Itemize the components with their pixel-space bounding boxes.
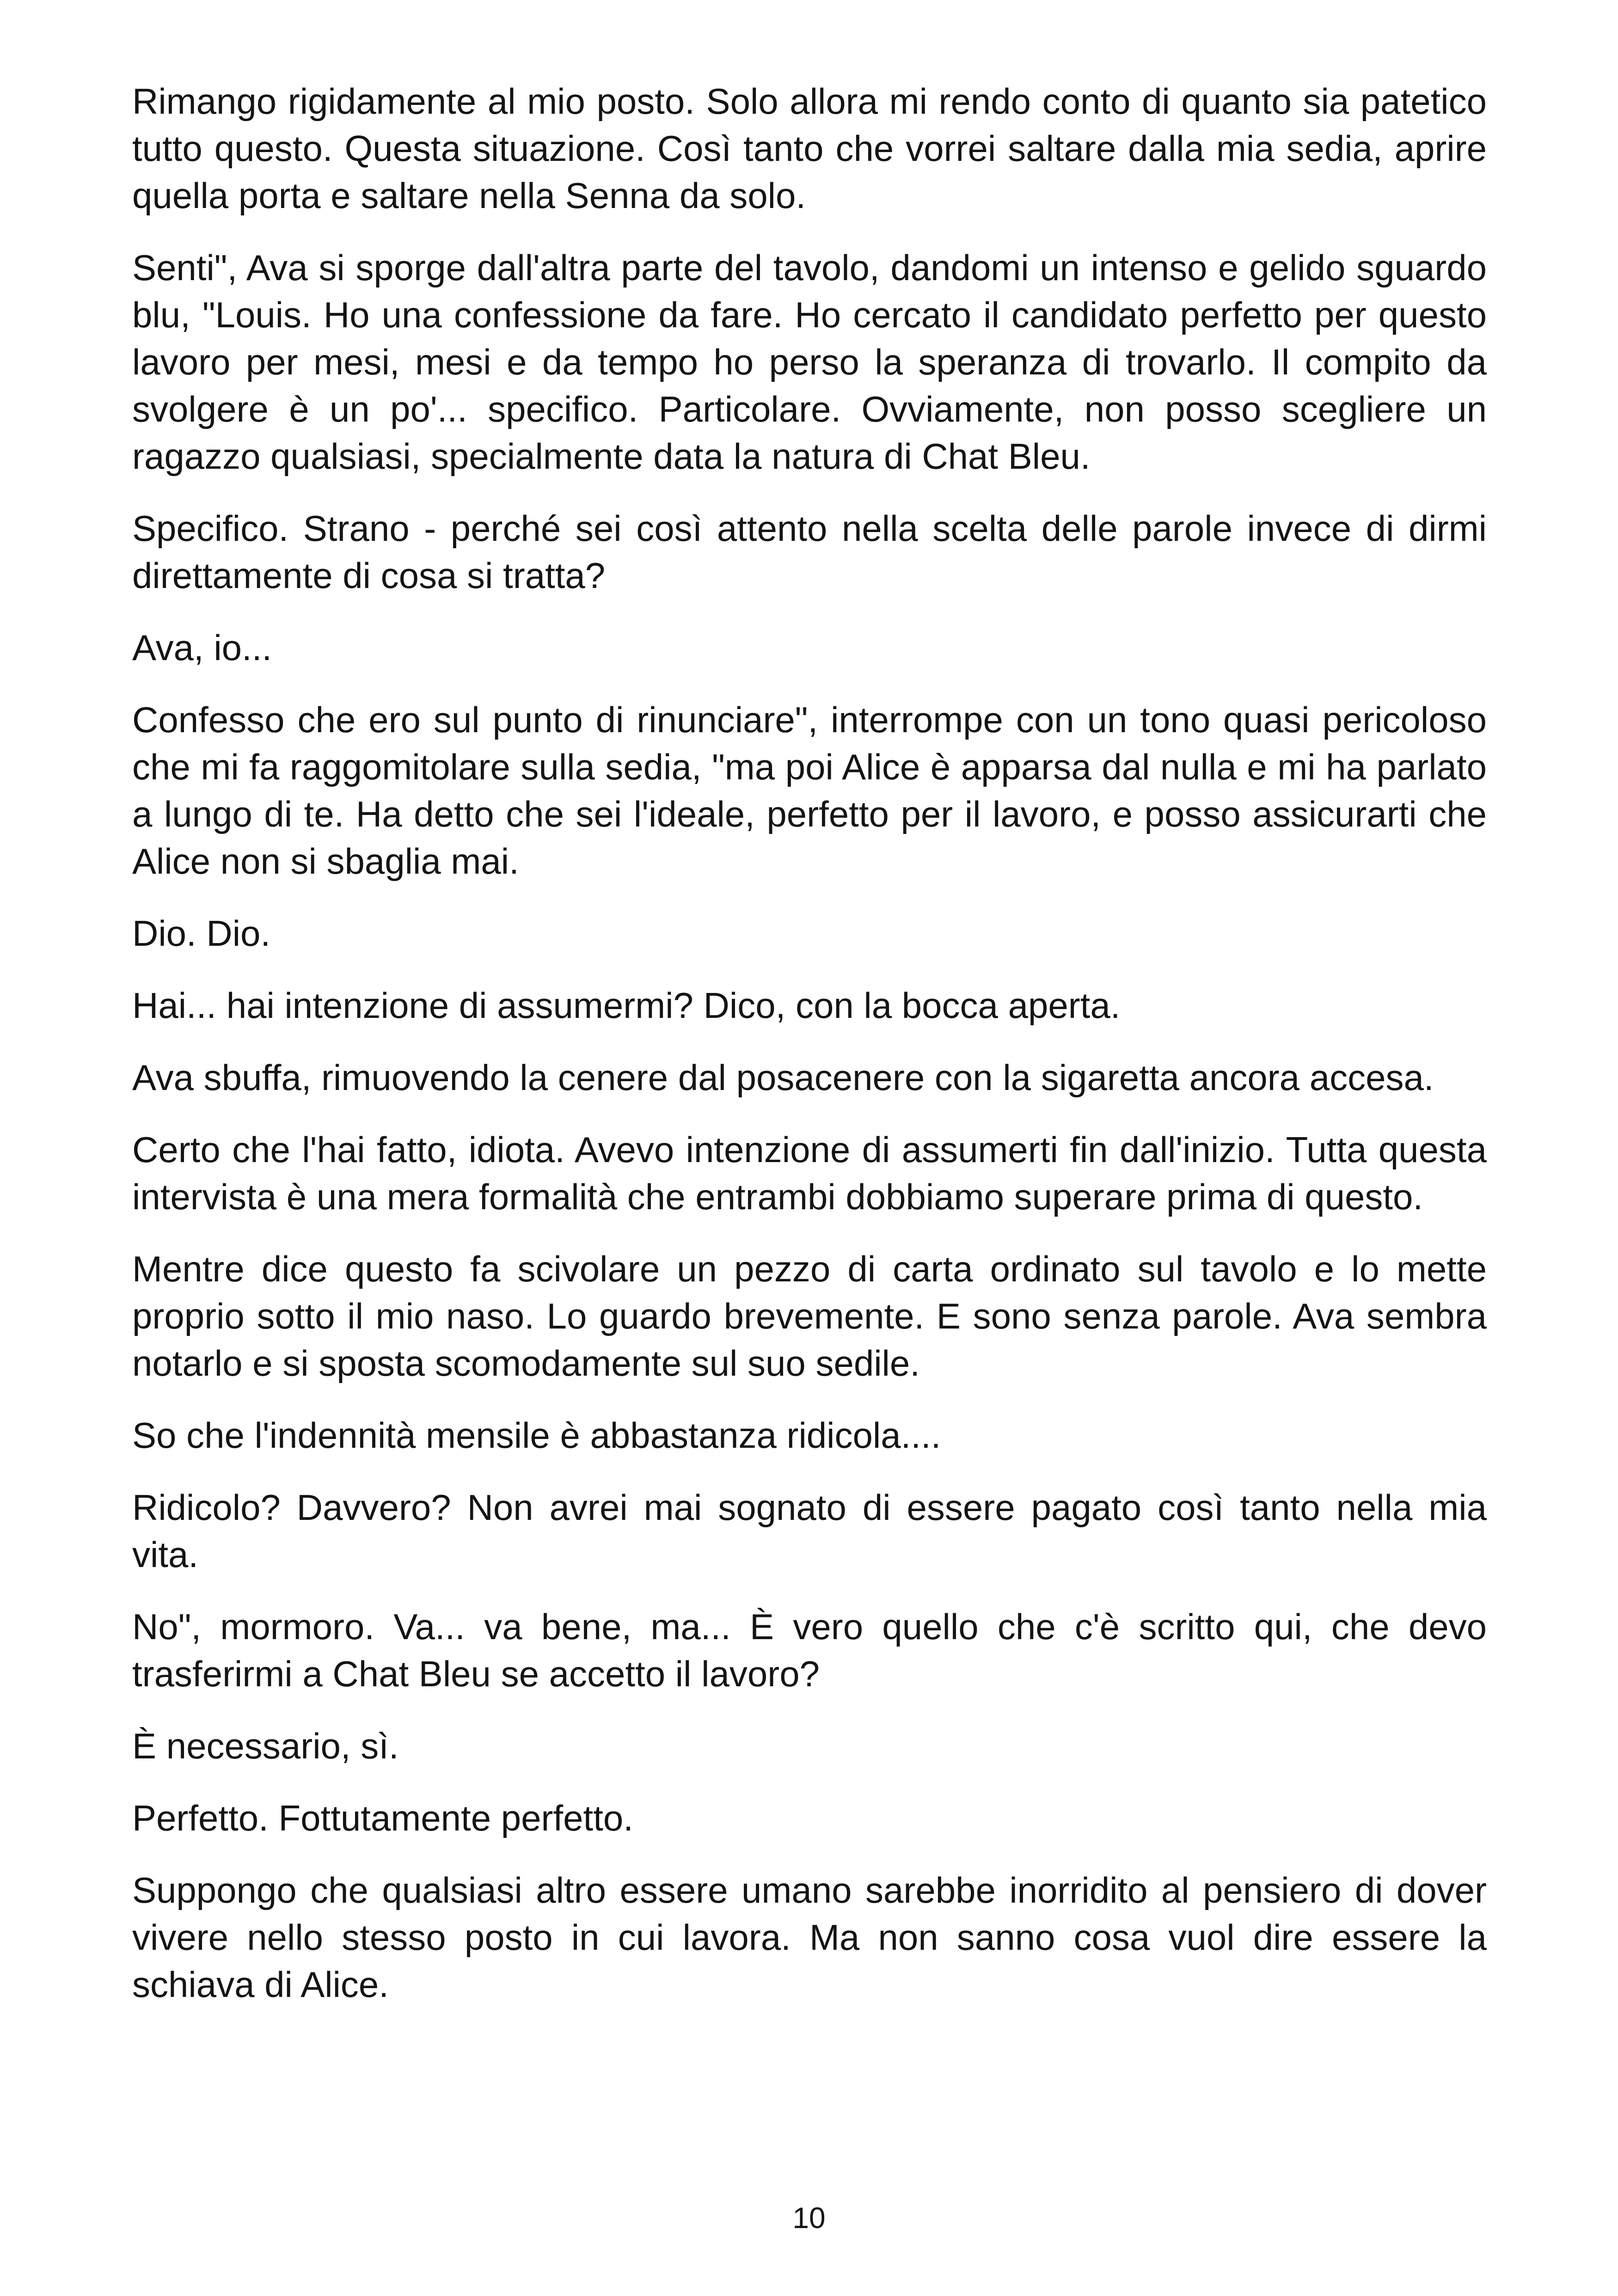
paragraph: È necessario, sì. [132,1726,399,1766]
paragraph: So che l'indennità mensile è abbastanza ridicola.... [132,1415,941,1456]
paragraph: Certo che l'hai fatto, idiota. Avevo intenzione di assumerti fin dall'inizio. Tutta questa intervista è una mera formalità che entrambi dobbiamo superare prima di questo. [132,1129,1487,1217]
paragraph: Ava sbuffa, rimuovendo la cenere dal posacenere con la sigaretta ancora accesa. [132,1057,1434,1098]
paragraph: Specifico. Strano - perché sei così attento nella scelta delle parole invece di dirmi direttamente di cosa si tratta? [132,508,1487,596]
paragraph: No", mormoro. Va... va bene, ma... È vero quello che c'è scritto qui, che devo trasferirmi a Chat Bleu se accetto il lavoro? [132,1606,1487,1694]
body-text [132,78,1487,2033]
paragraph: Ava, io... [132,627,272,668]
paragraph: Senti", Ava si sporge dall'altra parte del tavolo, dandomi un intenso e gelido sguardo blu, "Louis. Ho una confessione da fare. Ho cercato il candidato perfetto per questo lavoro per mesi, mesi e da tempo ho perso la speranza di trovarlo. Il compito da svolgere è un po'... specifico. Particolare. Ovviamente, non posso scegliere un ragazzo qualsiasi, specialmente data la natura di Chat Bleu. [132,247,1487,477]
paragraph: Mentre dice questo fa scivolare un pezzo di carta ordinato sul tavolo e lo mette proprio sotto il mio naso. Lo guardo brevemente. E sono senza parole. Ava sembra notarlo e si sposta scomodamente sul suo sedile. [132,1249,1487,1384]
paragraph: Dio. Dio. [132,913,271,954]
paragraph: Hai... hai intenzione di assumermi? Dico, con la bocca aperta. [132,985,1121,1026]
page-number: 10 [792,2201,826,2235]
paragraph: Rimango rigidamente al mio posto. Solo allora mi rendo conto di quanto sia patetico tutto questo. Questa situazione. Così tanto che vorrei saltare dalla mia sedia, aprire quella porta e saltare nella Senna da solo. [132,81,1487,216]
paragraph: Perfetto. Fottutamente perfetto. [132,1798,633,1838]
paragraph: Confesso che ero sul punto di rinunciare", interrompe con un tono quasi pericoloso che mi fa raggomitolare sulla sedia, "ma poi Alice è apparsa dal nulla e mi ha parlato a lungo di te. Ha detto che sei l'ideale, perfetto per il lavoro, e posso assicurarti che Alice non si sbaglia mai. [132,699,1487,882]
paragraph: Ridicolo? Davvero? Non avrei mai sognato di essere pagato così tanto nella mia vita. [132,1487,1487,1575]
paragraph: Suppongo che qualsiasi altro essere umano sarebbe inorridito al pensiero di dover vivere nello stesso posto in cui lavora. Ma non sanno cosa vuol dire essere la schiava di Alice. [132,1870,1487,2005]
